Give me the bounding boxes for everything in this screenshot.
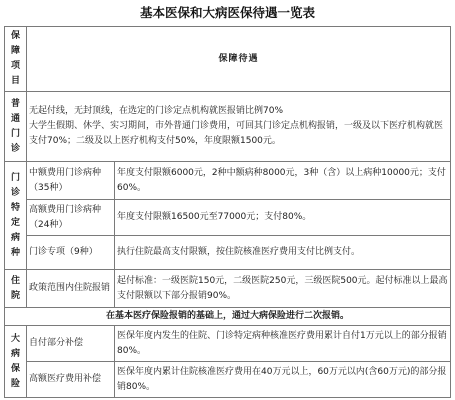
critical-desc-cell: 医保年度内发生的住院、门诊特定病种核准医疗费用累计自付1万元以上的部分报销80%。 — [115, 326, 451, 362]
table-row — [5, 162, 451, 200]
inpatient-category — [5, 270, 27, 308]
inpatient-name-cell: 政策范围内住院报销 — [27, 270, 115, 308]
special-category-label: 门诊特定病种 — [10, 172, 20, 258]
outpatient-row — [5, 92, 451, 162]
header-item-label: 保障项目 — [10, 31, 20, 86]
benefits-table — [4, 26, 451, 398]
banner-row — [5, 308, 451, 326]
inpatient-desc-cell: 起付标准：一级医院150元，二级医院250元，三级医院500元。起付标准以上最高支付限额以下部分报销90%。 — [115, 270, 451, 308]
table-row — [5, 200, 451, 236]
inpatient-row — [5, 270, 451, 308]
outpatient-category — [5, 92, 27, 162]
table-row — [5, 362, 451, 398]
header-benefit-cell: 保障待遇 — [27, 27, 451, 92]
outpatient-line-2: 大学生假期、休学、实习期间，市外普通门诊费用，可回其门诊定点机构报销，一级及以下医疗机构就医支付70%；二级及以上医疗机构支付50%，年度限额1500元。 — [29, 121, 444, 146]
banner-cell: 在基本医疗保险报销的基础上，通过大病保险进行二次报销。 — [5, 308, 451, 326]
table-row — [5, 236, 451, 270]
critical-category-label: 大病保险 — [10, 333, 20, 389]
critical-name-cell: 自付部分补偿 — [27, 326, 115, 362]
special-name-cell: 门诊专项（9种） — [27, 236, 115, 270]
outpatient-category-label: 普通门诊 — [10, 98, 20, 154]
special-name-cell: 中额费用门诊病种（35种） — [27, 162, 115, 200]
special-category — [5, 162, 27, 270]
critical-category — [5, 326, 27, 398]
inpatient-category-label: 住院 — [10, 275, 20, 301]
special-name-cell: 高额费用门诊病种（24种） — [27, 200, 115, 236]
outpatient-line-1: 无起付线，无封顶线，在选定的门诊定点机构就医报销比例70% — [29, 106, 284, 116]
special-desc-cell: 年度支付限额16500元至77000元；支付80%。 — [115, 200, 451, 236]
critical-name-cell: 高额医疗费用补偿 — [27, 362, 115, 398]
page-title: 基本医保和大病医保待遇一览表 — [139, 5, 315, 20]
outpatient-benefit-cell — [27, 92, 451, 162]
header-item-cell — [5, 27, 27, 92]
table-row — [5, 326, 451, 362]
special-desc-cell: 年度支付限额6000元，2种中额病种8000元，3种（含）以上病种10000元；支付60%。 — [115, 162, 451, 200]
critical-desc-cell: 医保年度内累计住院核准医疗费用在40万元以上，60万元以内(含60万元)的部分报销80%。 — [115, 362, 451, 398]
header-row — [5, 27, 451, 92]
special-desc-cell: 执行住院最高支付限额，按住院核准医疗费用支付比例支付。 — [115, 236, 451, 270]
